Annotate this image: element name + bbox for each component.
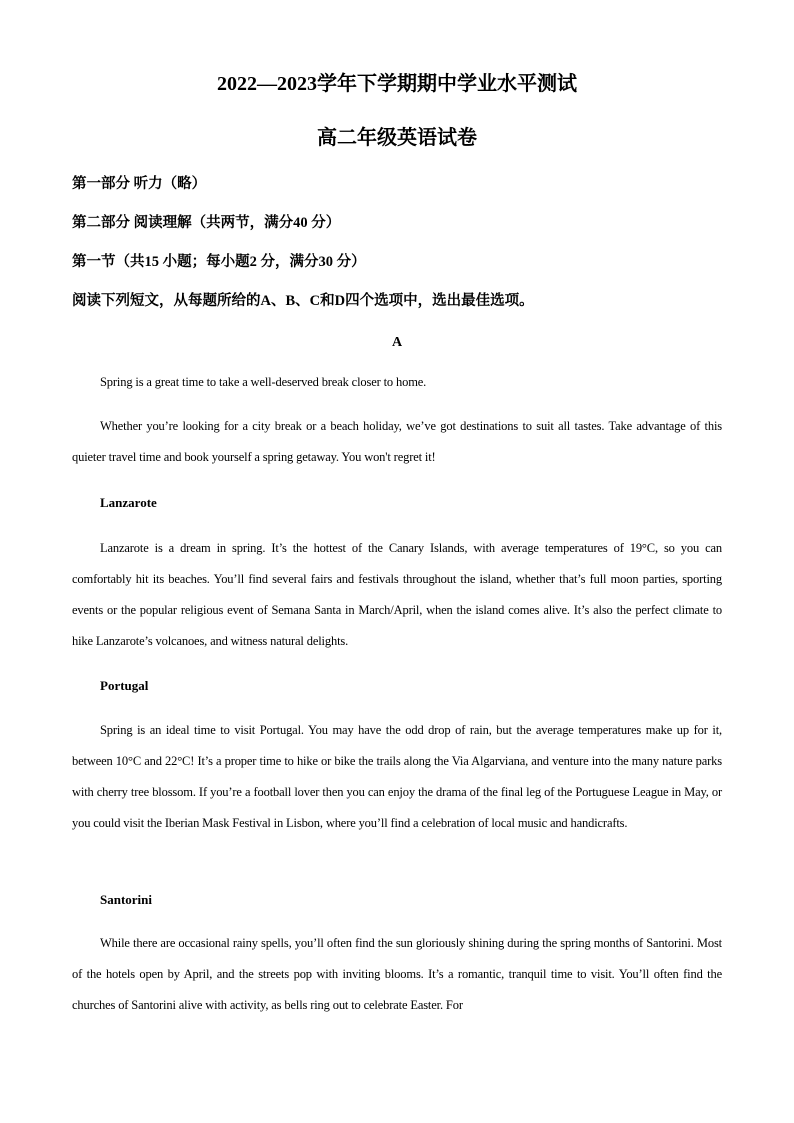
passage-label: A (391, 335, 403, 350)
exam-subtitle: 高二年级英语试卷 (317, 127, 477, 149)
instruction-text: 阅读下列短文，从每题所给的A、B、C和D四个选项中，选出最佳选项。 (72, 293, 534, 309)
part2-heading: 第二部分 阅读理解（共两节，满分40 分） (72, 215, 341, 231)
part1-heading: 第一部分 听力（略） (72, 176, 207, 192)
destination-paragraph: Spring is an ideal time to visit Portugal. You may have the odd drop of rain, but the average temperatures make up for it, between 10°C and 22°C! It’s a proper time to hike or bike the trails along the Via Algarviana, and venture into the many nature parks with cherry tree blossom. If you’re a football lover then you can enjoy the drama of the final leg of the Portuguese League in May, or you could visit the Iberian Mask Festival in Lisbon, where you’ll find a celebration of local music and handicrafts. (72, 723, 722, 830)
intro-paragraph: Spring is a great time to take a well-deserved break closer to home. (100, 375, 427, 389)
intro-paragraph: Whether you’re looking for a city break or a beach holiday, we’ve got destinations to suit all tastes. Take advantage of this quieter travel time and book yourself a spring getaway. You won't regret it! (72, 419, 722, 464)
section1-heading: 第一节（共15 小题；每小题2 分，满分30 分） (72, 254, 366, 270)
destination-paragraph: Lanzarote is a dream in spring. It’s the hottest of the Canary Islands, with average temperatures of 19°C, so you can comfortably hit its beaches. You’ll find several fairs and festivals throughout the island, whether that’s full moon parties, sporting events or the popular religious event of Semana Santa in March/April, when the island comes alive. It’s also the perfect climate to hike Lanzarote’s volcanoes, and witness natural delights. (72, 541, 722, 648)
destination-paragraph: While there are occasional rainy spells, you’ll often find the sun gloriously shining during the spring months of Santorini. Most of the hotels open by April, and the streets pop with inviting blooms. It’s a romantic, tranquil time to visit. You’ll often find the churches of Santorini alive with activity, as bells ring out to celebrate Easter. For (72, 936, 722, 1012)
destination-heading: Lanzarote (100, 495, 157, 510)
destination-heading: Portugal (100, 678, 149, 693)
exam-title: 2022—2023学年下学期期中学业水平测试 (217, 73, 577, 95)
destination-heading: Santorini (100, 892, 153, 907)
